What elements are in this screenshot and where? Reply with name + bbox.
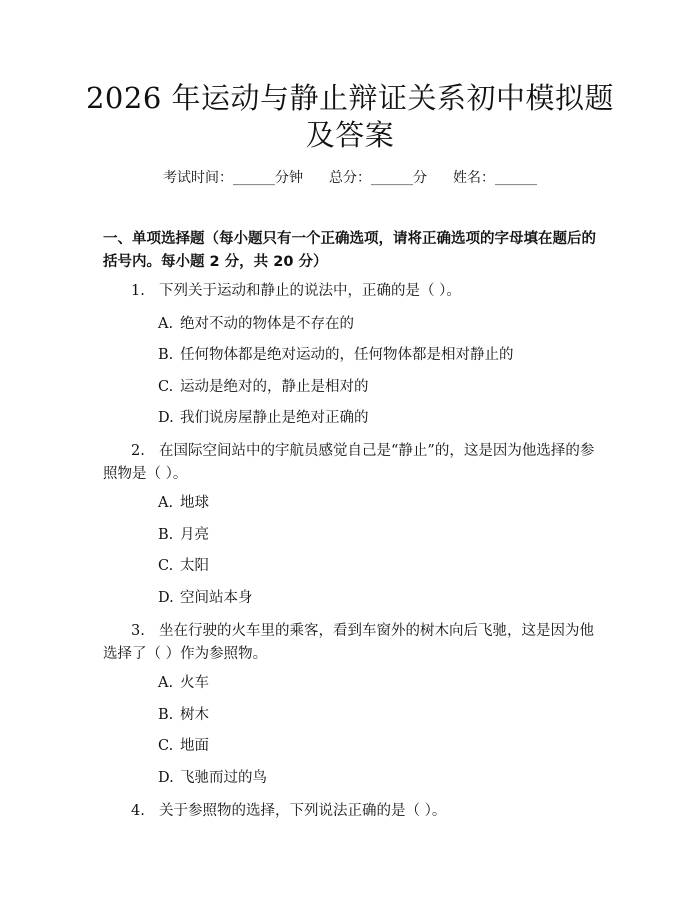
question-number: 4.	[131, 803, 145, 819]
question-number: 1.	[131, 283, 145, 299]
question-1	[103, 280, 608, 303]
option-3d: D. 飞驰而过的鸟	[158, 770, 267, 786]
option-1b: B. 任何物体都是绝对运动的，任何物体都是相对静止的	[158, 347, 514, 363]
document-title: 2026 年运动与静止辩证关系初中模拟题及答案	[85, 81, 615, 152]
exam-meta	[0, 168, 700, 188]
option-2a: A. 地球	[158, 495, 209, 511]
option-3a: A. 火车	[158, 675, 209, 691]
option-2d: D. 空间站本身	[158, 590, 253, 606]
question-text: 下列关于运动和静止的说法中，正确的是（ ）。	[159, 283, 461, 299]
question-3	[103, 620, 608, 666]
question-4	[103, 800, 608, 823]
option-3c: C. 地面	[158, 738, 209, 754]
option-1a: A. 绝对不动的物体是不存在的	[158, 316, 354, 332]
question-number: 2.	[131, 443, 145, 459]
question-text: 坐在行驶的火车里的乘客，看到车窗外的树木向后飞驰，这是因为他选择了（ ）作为参照物。	[103, 623, 594, 662]
option-2b: B. 月亮	[158, 527, 209, 543]
exam-time-field: 考试时间：______分钟	[163, 170, 303, 186]
question-2	[103, 440, 608, 486]
option-2c: C. 太阳	[158, 558, 209, 574]
option-3b: B. 树木	[158, 707, 209, 723]
question-text: 在国际空间站中的宇航员感觉自己是“静止”的，这是因为他选择的参照物是（ ）。	[103, 443, 595, 482]
option-1d: D. 我们说房屋静止是绝对正确的	[158, 410, 369, 426]
question-number: 3.	[131, 623, 145, 639]
student-name-field: 姓名：______	[453, 170, 537, 186]
option-1c: C. 运动是绝对的，静止是相对的	[158, 379, 369, 395]
total-score-field: 总分：______分	[329, 170, 427, 186]
question-text: 关于参照物的选择，下列说法正确的是（ ）。	[159, 803, 447, 819]
section-heading: 一、单项选择题（每小题只有一个正确选项，请将正确选项的字母填在题后的括号内。每小题 2 分，共 20 分）	[103, 231, 596, 270]
